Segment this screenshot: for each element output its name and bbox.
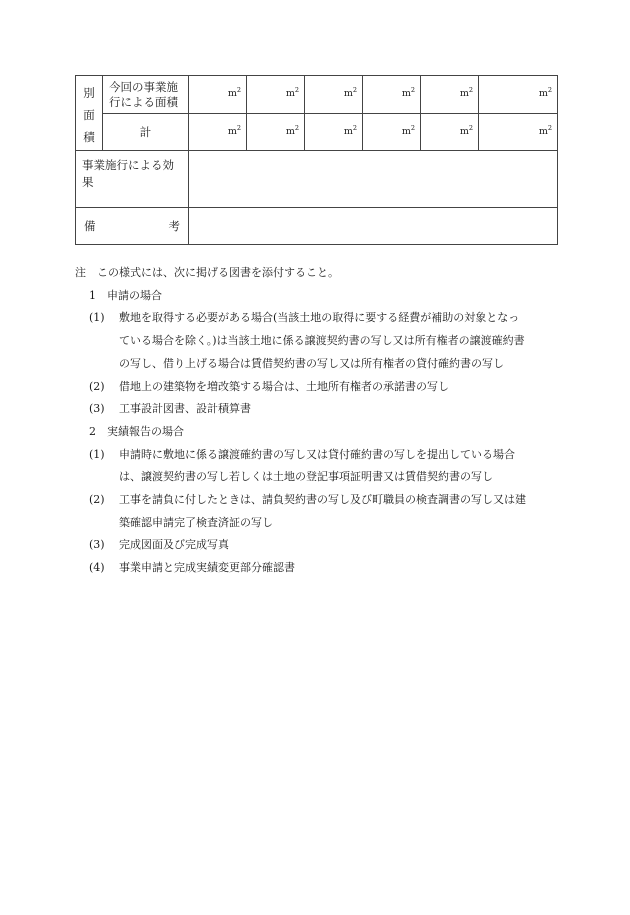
side-label-char: 面 bbox=[83, 108, 95, 122]
list-item bbox=[75, 444, 565, 467]
area-cell: $m^2$ bbox=[363, 114, 421, 151]
item-text-continued: は、譲渡契約書の写し若しくは土地の登記事項証明書又は賃借契約書の写し bbox=[119, 470, 493, 484]
item-text: 借地上の建築物を増改築する場合は、土地所有権者の承諾書の写し bbox=[119, 379, 449, 393]
row-current-area bbox=[76, 76, 558, 114]
notes-intro: 注 この様式には、次に掲げる図書を添付すること。 bbox=[75, 266, 339, 279]
row-effect bbox=[76, 151, 558, 208]
item-number: (4) bbox=[89, 561, 105, 575]
area-cell: $m^2$ bbox=[247, 76, 305, 114]
item-number: (1) bbox=[89, 311, 105, 325]
list-item bbox=[75, 398, 565, 421]
list-item bbox=[75, 534, 565, 557]
remarks-label-char-b: 考 bbox=[168, 219, 180, 233]
area-table bbox=[75, 75, 558, 245]
item-text: 事業申請と完成実績変更部分確認書 bbox=[119, 561, 295, 575]
list-item bbox=[75, 376, 565, 399]
item-text-continued: の写し、借り上げる場合は賃借契約書の写し又は所有権者の貸付確約書の写し bbox=[119, 356, 504, 370]
effect-label: 事業施行による効果 bbox=[76, 151, 189, 208]
item-text-continued: ている場合を除く。)は当該土地に係る譲渡契約書の写し又は所有権者の譲渡確約書 bbox=[119, 334, 525, 348]
item-number: (2) bbox=[89, 379, 105, 393]
side-label-char: 積 bbox=[83, 130, 95, 144]
side-label-char: 別 bbox=[83, 86, 95, 100]
area-cell: $m^2$ bbox=[189, 76, 247, 114]
area-cell: $m^2$ bbox=[305, 76, 363, 114]
section-title: 1 申請の場合 bbox=[89, 288, 162, 302]
area-cell: $m^2$ bbox=[479, 76, 558, 114]
row-total-area bbox=[76, 114, 558, 151]
item-text-continued: 築確認申請完了検査済証の写し bbox=[119, 515, 273, 529]
row-total-label: 計 bbox=[103, 114, 189, 151]
row-remarks bbox=[76, 208, 558, 245]
remarks-value-cell bbox=[189, 208, 558, 245]
area-cell: $m^2$ bbox=[247, 114, 305, 151]
effect-value-cell bbox=[189, 151, 558, 208]
item-number: (1) bbox=[89, 447, 105, 461]
attachment-notes bbox=[75, 262, 565, 580]
list-item bbox=[75, 489, 565, 512]
item-number: (3) bbox=[89, 402, 105, 416]
list-item bbox=[75, 557, 565, 580]
item-text: 工事を請負に付したときは、請負契約書の写し及び町職員の検査調書の写し又は建 bbox=[119, 493, 526, 507]
item-text: 完成図面及び完成写真 bbox=[119, 538, 229, 552]
area-cell: $m^2$ bbox=[305, 114, 363, 151]
area-cell: $m^2$ bbox=[421, 76, 479, 114]
list-item bbox=[75, 307, 565, 330]
item-text: 申請時に敷地に係る譲渡確約書の写し又は貸付確約書の写しを提出している場合 bbox=[119, 447, 515, 461]
side-label-area bbox=[76, 76, 103, 151]
row-current-label: 今回の事業施行による面積 bbox=[103, 76, 189, 114]
item-number: (2) bbox=[89, 493, 105, 507]
area-cell: $m^2$ bbox=[189, 114, 247, 151]
item-text: 工事設計図書、設計積算書 bbox=[119, 402, 251, 416]
remarks-label bbox=[76, 208, 189, 245]
item-number: (3) bbox=[89, 538, 105, 552]
section-title: 2 実績報告の場合 bbox=[89, 424, 184, 438]
remarks-label-char-a: 備 bbox=[84, 219, 96, 233]
area-cell: $m^2$ bbox=[363, 76, 421, 114]
item-text: 敷地を取得する必要がある場合(当該土地の取得に要する経費が補助の対象となっ bbox=[119, 311, 520, 325]
area-cell: $m^2$ bbox=[479, 114, 558, 151]
area-cell: $m^2$ bbox=[421, 114, 479, 151]
